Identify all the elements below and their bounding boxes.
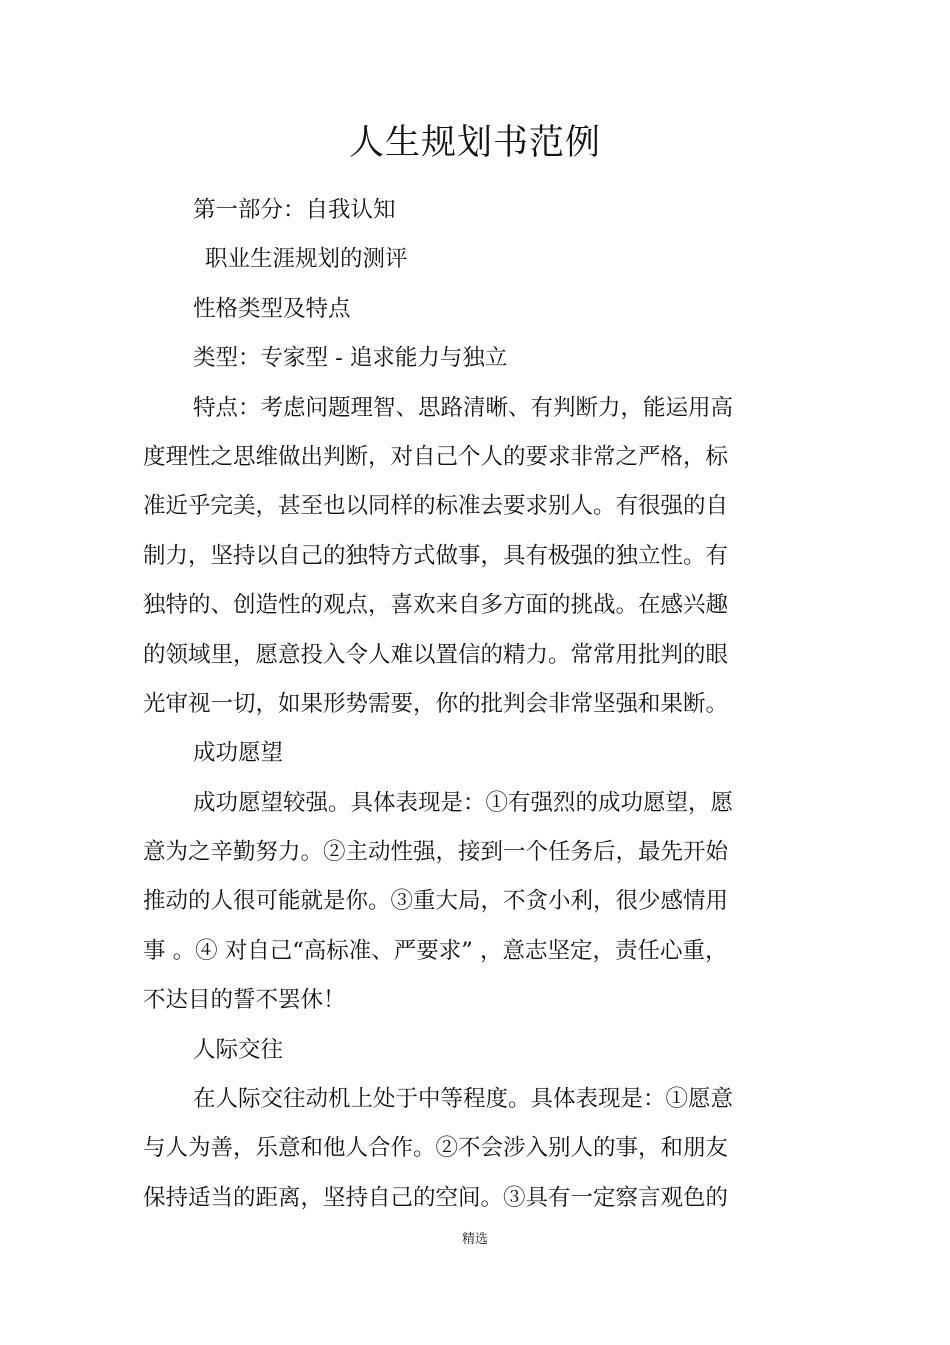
paragraph-line: 制力，坚持以自己的独特方式做事，具有极强的独立性。有: [143, 542, 729, 569]
paragraph-line: 度理性之思维做出判断，对自己个人的要求非常之严格，标: [143, 443, 729, 470]
subheading: 成功愿望: [193, 740, 284, 767]
paragraph-line: 类型：专家型 - 追求能力与独立: [193, 345, 508, 372]
subheading: 人际交往: [193, 1036, 284, 1063]
paragraph-line: 与人为善，乐意和他人合作。②不会涉入别人的事，和朋友: [143, 1135, 729, 1162]
paragraph-line: 的领域里，愿意投入令人难以置信的精力。常常用批判的眼: [143, 641, 729, 668]
paragraph-line: 推动的人很可能就是你。③重大局，不贪小利，很少感情用: [143, 888, 729, 915]
document-title: 人生规划书范例: [348, 123, 601, 163]
subheading: 职业生涯规划的测评: [205, 246, 408, 273]
paragraph-line: 保持适当的距离，坚持自己的空间。③具有一定察言观色的: [143, 1184, 729, 1211]
section-heading: 第一部分：自我认知: [193, 197, 396, 223]
paragraph-line: 独特的、创造性的观点，喜欢来自多方面的挑战。在感兴趣: [143, 592, 729, 619]
paragraph-line: 光审视一切，如果形势需要，你的批判会非常坚强和果断。: [143, 690, 729, 717]
page-footer: 精选: [461, 1232, 488, 1247]
paragraph-line: 准近乎完美，甚至也以同样的标准去要求别人。有很强的自: [143, 493, 729, 520]
paragraph-line: 成功愿望较强。具体表现是：①有强烈的成功愿望，愿: [193, 789, 734, 816]
document-body: [143, 186, 783, 1223]
paragraph-line: 事 。④ 对自己“高标准、严要求” ，意志坚定，责任心重，: [143, 937, 728, 964]
subheading: 性格类型及特点: [193, 295, 351, 322]
paragraph-line: 特点：考虑问题理智、思路清晰、有判断力，能运用高: [193, 394, 734, 421]
paragraph-line: 在人际交往动机上处于中等程度。具体表现是：①愿意: [193, 1086, 734, 1113]
paragraph-line: 意为之辛勤努力。②主动性强，接到一个任务后，最先开始: [143, 839, 729, 866]
paragraph-line: 不达目的誓不罢休！: [143, 987, 346, 1014]
